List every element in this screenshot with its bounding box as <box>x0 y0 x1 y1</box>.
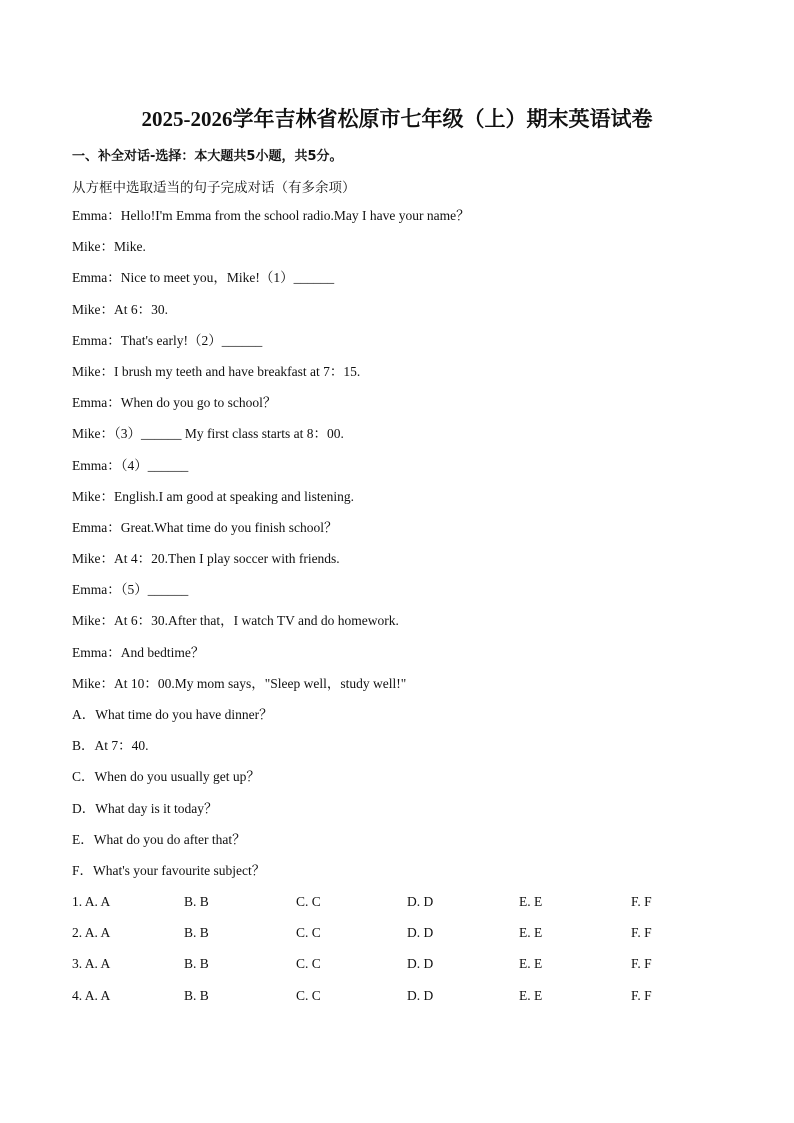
choice-option: E．What do you do after that？ <box>72 831 246 847</box>
dialogue-line: Mike：I brush my teeth and have breakfast at 7：15. <box>72 363 361 379</box>
dialogue-line: Emma：And bedtime？ <box>72 644 205 660</box>
page-title: 2025-2026学年吉林省松原市七年级（上）期末英语试卷 <box>141 107 653 131</box>
dialogue-line: Emma：That's early!（2）______ <box>72 332 263 348</box>
answer-choice[interactable]: E. E <box>519 956 543 972</box>
choice-option: F．What's your favourite subject？ <box>72 862 266 878</box>
dialogue-line: Emma：Nice to meet you，Mike!（1）______ <box>72 270 335 286</box>
dialogue-line: Mike：（3）______ My first class starts at 8：00. <box>72 426 344 442</box>
dialogue-line: Emma：Great.What time do you finish school？ <box>72 519 338 535</box>
answer-row <box>72 892 732 923</box>
choice-option: B．At 7：40. <box>72 738 149 754</box>
answer-row <box>72 923 732 954</box>
dialogue-line: Emma：（4）______ <box>72 457 189 473</box>
choice-option: C．When do you usually get up？ <box>72 769 260 785</box>
answer-choice[interactable]: C. C <box>296 925 321 941</box>
dialogue-line: Emma：（5）______ <box>72 582 189 598</box>
answer-choice[interactable]: B. B <box>184 956 209 972</box>
answer-choice[interactable]: B. B <box>184 925 209 941</box>
answer-options-grid <box>72 892 732 1017</box>
answer-row <box>72 986 732 1017</box>
dialogue-line: Mike：At 4：20.Then I play soccer with friends. <box>72 551 340 567</box>
dialogue-line: Mike：At 6：30. <box>72 301 168 317</box>
answer-choice[interactable]: E. E <box>519 987 543 1003</box>
choice-option: A．What time do you have dinner？ <box>72 707 273 722</box>
section-heading: 一、补全对话-选择：本大题共5小题，共5分。 <box>72 149 343 164</box>
answer-choice[interactable]: B. B <box>184 894 209 909</box>
answer-choice[interactable]: C. C <box>296 956 321 972</box>
dialogue-line: Mike：English.I am good at speaking and listening. <box>72 488 354 504</box>
answer-choice[interactable]: F. F <box>631 956 652 972</box>
answer-choice[interactable]: D. D <box>407 894 434 909</box>
dialogue-line: Mike：At 6：30.After that，I watch TV and do homework. <box>72 613 399 629</box>
answer-choice[interactable]: F. F <box>631 894 652 909</box>
answer-choice[interactable]: E. E <box>519 925 543 941</box>
dialogue-line: Emma：When do you go to school？ <box>72 395 277 411</box>
answer-choice[interactable]: C. C <box>296 987 321 1003</box>
answer-choice[interactable]: F. F <box>631 925 652 941</box>
dialogue-line: Mike：Mike. <box>72 239 146 255</box>
answer-choice[interactable]: 4. A. A <box>72 987 111 1003</box>
answer-choice[interactable]: 3. A. A <box>72 956 111 972</box>
answer-row <box>72 954 732 985</box>
answer-choice[interactable]: D. D <box>407 956 434 972</box>
answer-choice[interactable]: B. B <box>184 987 209 1003</box>
choice-option: D．What day is it today？ <box>72 800 218 816</box>
answer-choice[interactable]: D. D <box>407 925 434 941</box>
dialogue-line: Mike：At 10：00.My mom says，"Sleep well，study well!" <box>72 675 407 691</box>
instruction-text: 从方框中选取适当的句子完成对话（有多余项） <box>72 180 356 196</box>
dialogue-line: Emma：Hello!I'm Emma from the school radio.May I have your name？ <box>72 208 470 223</box>
answer-choice[interactable]: E. E <box>519 894 543 909</box>
answer-choice[interactable]: F. F <box>631 987 652 1003</box>
answer-choice[interactable]: 1. A. A <box>72 894 111 909</box>
answer-choice[interactable]: 2. A. A <box>72 925 111 941</box>
dialogue-block <box>72 206 732 892</box>
answer-choice[interactable]: D. D <box>407 987 434 1003</box>
answer-choice[interactable]: C. C <box>296 894 321 909</box>
